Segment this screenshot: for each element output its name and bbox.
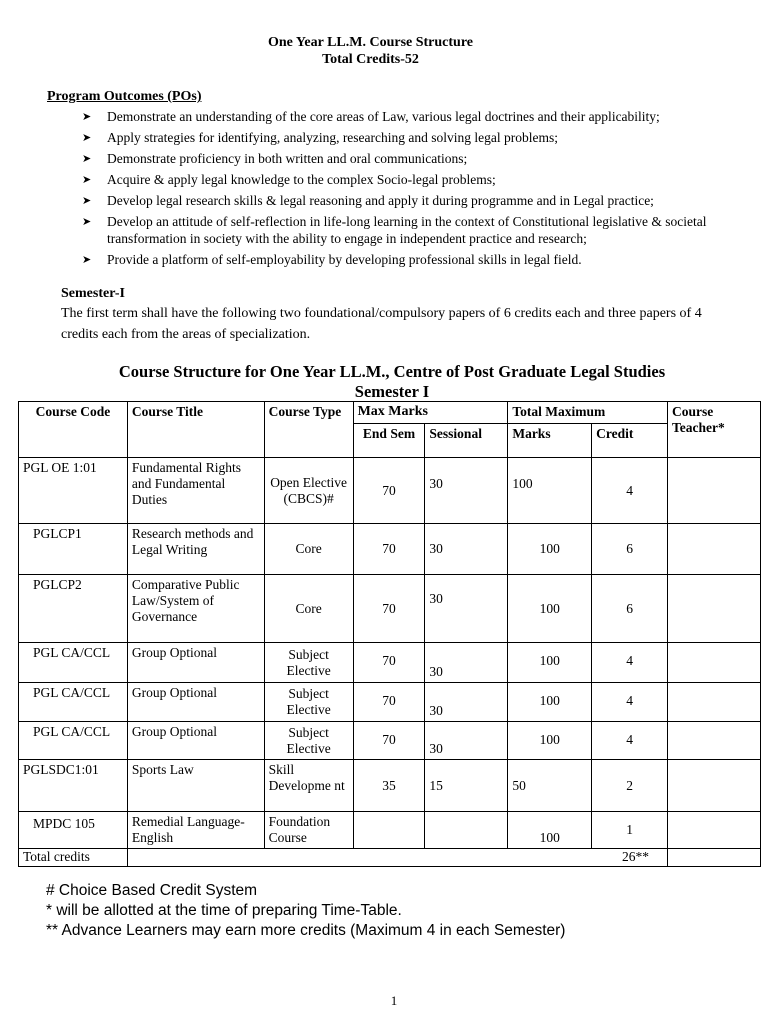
cell-code: PGL CA/CCL	[19, 722, 128, 760]
cell-end-sem: 70	[353, 722, 425, 760]
cell-marks: 100	[508, 812, 592, 849]
program-outcomes-list	[82, 108, 742, 272]
program-outcomes-heading: Program Outcomes (POs)	[47, 89, 202, 104]
cell-sessional: 30	[425, 683, 508, 722]
cell-type: Subject Elective	[264, 722, 353, 760]
cell-code: PGLSDC1:01	[19, 760, 128, 812]
list-item	[82, 108, 742, 125]
cell-marks: 100	[508, 575, 592, 643]
footnote-cbcs: # Choice Based Credit System	[46, 882, 258, 899]
list-item	[82, 129, 742, 146]
table-row	[19, 575, 761, 643]
cell-teacher	[668, 722, 761, 760]
cell-end-sem: 70	[353, 643, 425, 683]
cell-credit: 6	[592, 524, 668, 575]
outcome-text: Develop an attitude of self-reflection in life-long learning in the context of Constitutional legislative & societal transformation in society with the ability to engage in independent practice and research;	[107, 214, 707, 246]
cell-marks: 100	[508, 643, 592, 683]
cell-title: Sports Law	[127, 760, 264, 812]
cell-teacher	[668, 812, 761, 849]
cell-title: Group Optional	[127, 683, 264, 722]
outcome-text: Demonstrate proficiency in both written and oral communications;	[107, 151, 468, 166]
arrow-bullet-icon: ➤	[82, 215, 92, 228]
cell-end-sem: 35	[353, 760, 425, 812]
cell-type: Open Elective (CBCS)#	[264, 458, 353, 524]
cell-type: Core	[264, 524, 353, 575]
table-total-row	[19, 849, 761, 867]
cell-code: PGL OE 1:01	[19, 458, 128, 524]
cell-type: Foundation Course	[264, 812, 353, 849]
list-item	[82, 213, 742, 247]
cell-code: PGL CA/CCL	[19, 643, 128, 683]
cell-end-sem: 70	[353, 458, 425, 524]
cell-teacher	[668, 760, 761, 812]
cell-teacher	[668, 849, 761, 867]
cell-end-sem: 70	[353, 683, 425, 722]
table-row	[19, 722, 761, 760]
header-course-teacher: Course Teacher*	[668, 402, 761, 458]
arrow-bullet-icon: ➤	[82, 173, 92, 186]
cell-teacher	[668, 683, 761, 722]
total-credits-value: 26**	[127, 849, 667, 867]
header-course-title: Course Title	[127, 402, 264, 458]
cell-end-sem: 70	[353, 524, 425, 575]
cell-credit: 4	[592, 458, 668, 524]
document-title-block	[0, 34, 768, 68]
total-credits-label: Total credits	[19, 849, 128, 867]
cell-title: Fundamental Rights and Fundamental Duties	[127, 458, 264, 524]
table-row	[19, 683, 761, 722]
cell-code: MPDC 105	[19, 812, 128, 849]
cell-sessional: 30	[425, 458, 508, 524]
course-table	[18, 401, 761, 867]
cell-type: Skill Developme nt	[264, 760, 353, 812]
outcome-text: Provide a platform of self-employability by developing professional skills in legal field.	[107, 252, 582, 267]
cell-credit: 6	[592, 575, 668, 643]
course-structure-title	[0, 362, 768, 402]
cell-title: Research methods and Legal Writing	[127, 524, 264, 575]
page-number: 1	[390, 993, 398, 1008]
outcome-text: Demonstrate an understanding of the core areas of Law, various legal doctrines and their applicability;	[107, 109, 660, 124]
cell-code: PGL CA/CCL	[19, 683, 128, 722]
cell-credit: 1	[592, 812, 668, 849]
cell-type: Core	[264, 575, 353, 643]
cell-credit: 4	[592, 683, 668, 722]
document-title: One Year LL.M. Course Structure	[267, 35, 474, 50]
semester-heading: Semester-I	[61, 286, 126, 301]
table-header-row	[19, 402, 761, 424]
semester-description: The first term shall have the following two foundational/compulsory papers of 6 credits each and three papers of 4 credits each from the areas of specialization.	[61, 306, 702, 342]
table-row	[19, 458, 761, 524]
cell-sessional: 30	[425, 575, 508, 643]
cell-sessional	[425, 812, 508, 849]
cell-teacher	[668, 458, 761, 524]
cell-sessional: 30	[425, 643, 508, 683]
header-course-code: Course Code	[19, 402, 128, 458]
table-row	[19, 643, 761, 683]
cell-end-sem	[353, 812, 425, 849]
table-row	[19, 760, 761, 812]
list-item	[82, 192, 742, 209]
table-row	[19, 524, 761, 575]
footnote-advance-learners: ** Advance Learners may earn more credits (Maximum 4 in each Semester)	[46, 922, 566, 939]
arrow-bullet-icon: ➤	[82, 253, 92, 266]
cell-sessional: 15	[425, 760, 508, 812]
cell-credit: 2	[592, 760, 668, 812]
cell-teacher	[668, 575, 761, 643]
header-max-marks: Max Marks	[353, 402, 508, 424]
cell-title: Comparative Public Law/System of Governance	[127, 575, 264, 643]
cell-type: Subject Elective	[264, 643, 353, 683]
arrow-bullet-icon: ➤	[82, 110, 92, 123]
table-row	[19, 812, 761, 849]
arrow-bullet-icon: ➤	[82, 152, 92, 165]
cell-teacher	[668, 643, 761, 683]
cell-marks: 100	[508, 524, 592, 575]
cell-credit: 4	[592, 643, 668, 683]
total-credits: Total Credits-52	[322, 52, 419, 67]
cell-code: PGLCP1	[19, 524, 128, 575]
header-end-sem: End Sem	[353, 424, 425, 458]
header-total-maximum: Total Maximum	[508, 402, 668, 424]
outcome-text: Apply strategies for identifying, analyzing, researching and solving legal problems;	[107, 130, 559, 145]
cell-title: Group Optional	[127, 722, 264, 760]
list-item	[82, 171, 742, 188]
arrow-bullet-icon: ➤	[82, 131, 92, 144]
cell-title: Remedial Language- English	[127, 812, 264, 849]
cell-sessional: 30	[425, 524, 508, 575]
cell-code: PGLCP2	[19, 575, 128, 643]
cell-type: Subject Elective	[264, 683, 353, 722]
cell-teacher	[668, 524, 761, 575]
list-item	[82, 251, 742, 268]
header-marks: Marks	[508, 424, 592, 458]
course-structure-semester: Semester I	[354, 382, 430, 401]
outcome-text: Develop legal research skills & legal reasoning and apply it during programme and in Legal practice;	[107, 193, 654, 208]
cell-marks: 100	[508, 683, 592, 722]
arrow-bullet-icon: ➤	[82, 194, 92, 207]
cell-marks: 100	[508, 458, 592, 524]
list-item	[82, 150, 742, 167]
header-credit: Credit	[592, 424, 668, 458]
cell-credit: 4	[592, 722, 668, 760]
cell-end-sem: 70	[353, 575, 425, 643]
cell-marks: 50	[508, 760, 592, 812]
header-course-type: Course Type	[264, 402, 353, 458]
footnote-teacher: * will be allotted at the time of preparing Time-Table.	[46, 902, 402, 919]
course-structure-title-line: Course Structure for One Year LL.M., Centre of Post Graduate Legal Studies	[118, 362, 666, 381]
outcome-text: Acquire & apply legal knowledge to the complex Socio-legal problems;	[107, 172, 496, 187]
cell-marks: 100	[508, 722, 592, 760]
cell-title: Group Optional	[127, 643, 264, 683]
footnotes	[46, 881, 565, 941]
cell-sessional: 30	[425, 722, 508, 760]
header-sessional: Sessional	[425, 424, 508, 458]
